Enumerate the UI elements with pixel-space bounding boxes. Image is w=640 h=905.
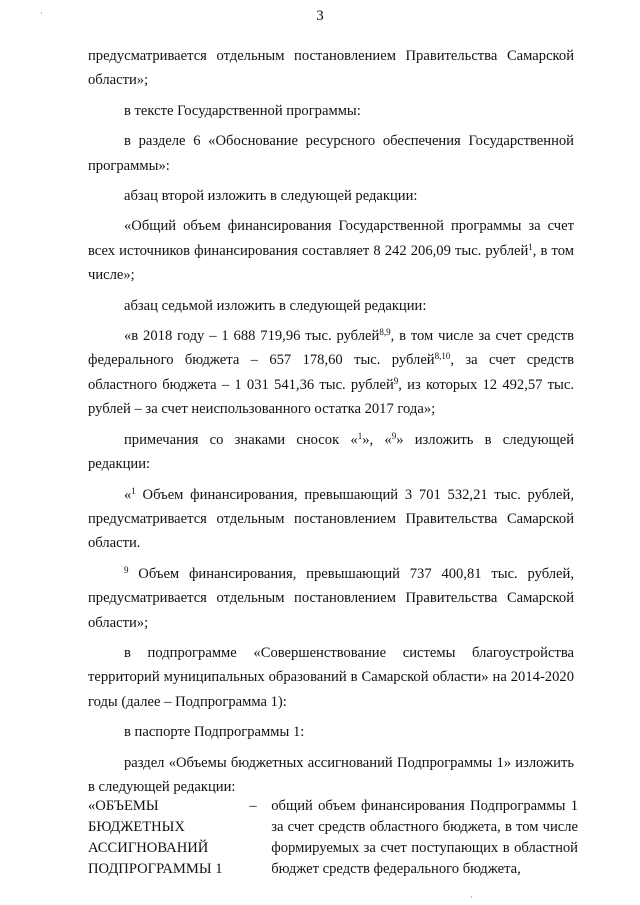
paragraph-text: в паспорте Подпрограммы 1:	[124, 724, 305, 741]
paragraph-text: «в 2018 году – 1 688 719,96 тыс. рублей	[124, 328, 380, 345]
budget-allocations-table	[88, 796, 578, 880]
table-dash: –	[249, 798, 257, 814]
scan-mark: ·	[470, 893, 473, 902]
footnote-mark: 8,9	[379, 327, 391, 338]
paragraph-text: Объем финансирования, превышающий 737 400,81 тыс. рублей, предусматривается отдельным постановлением Правительства Самарской области»;	[88, 565, 574, 631]
paragraph-text: Объем финансирования, превышающий 3 701 532,21 тыс. рублей, предусматривается отдельным постановлением Правительства Самарской области.	[88, 486, 574, 552]
paragraph-text: », «	[362, 431, 392, 448]
footnote-mark: 1	[357, 430, 363, 441]
paragraph-text: «	[124, 486, 132, 503]
paragraph	[88, 44, 574, 93]
paragraph-text: » изложить в следующей редакции:	[88, 431, 575, 473]
paragraph-text: абзац второй изложить в следующей редакции:	[124, 188, 418, 205]
paragraph	[88, 562, 574, 635]
table-right-cell: общий объем финансирования Подпрограммы 1 за счет средств областного бюджета, в том числе формируемых за счет поступающих в областной бюджет средств федерального бюджета,	[271, 798, 578, 877]
footnote-mark: 9	[391, 430, 397, 441]
paragraph-text: в разделе 6 «Обоснование ресурсного обеспечения Государственной программы»:	[88, 133, 574, 174]
paragraph	[88, 184, 574, 208]
footnote-mark: 8,10	[434, 351, 451, 362]
footnote-mark: 9	[124, 564, 129, 575]
paragraph-text: раздел «Объемы бюджетных ассигнований Подпрограммы 1» изложить в следующей редакции:	[88, 754, 574, 795]
paragraph-text: , за счет средств областного бюджета – 1 031 541,36 тыс. рублей	[88, 352, 574, 393]
paragraph	[88, 641, 574, 714]
table-left-cell: «ОБЪЕМЫ БЮДЖЕТНЫХ АССИГНОВАНИЙ ПОДПРОГРАММЫ 1	[88, 798, 223, 877]
document-body	[88, 44, 574, 805]
footnote-mark: 1	[528, 241, 533, 252]
page-number: 3	[316, 8, 324, 24]
paragraph	[88, 214, 574, 287]
paragraph	[88, 324, 574, 422]
paragraph-text: абзац седьмой изложить в следующей редакции:	[124, 297, 427, 314]
paragraph-text: , из которых 12 492,57 тыс. рублей – за счет неиспользованного остатка 2017 года»;	[88, 376, 574, 418]
paragraph-text: примечания со знаками сносок «	[124, 431, 358, 448]
footnote-mark: 9	[393, 375, 399, 386]
paragraph-text: , в том числе за счет средств федерального бюджета – 657 178,60 тыс. рублей	[88, 328, 574, 369]
paragraph-text: в подпрограмме «Совершенствование системы благоустройства территорий муниципальных образований в Самарской области» на 2014-2020 годы (далее – Подпрограмма 1):	[88, 644, 574, 710]
paragraph	[88, 99, 574, 123]
paragraph-text: «Общий объем финансирования Государственной программы за счет всех источников финансирования составляет 8 242 206,09 тыс. рублей	[88, 218, 574, 259]
paragraph-text: предусматривается отдельным постановлением Правительства Самарской области»;	[88, 48, 574, 89]
paragraph	[88, 720, 574, 744]
paragraph	[88, 751, 574, 800]
scan-mark: ·	[40, 9, 43, 18]
paragraph-text: , в том числе»;	[88, 242, 574, 284]
paragraph-text: в тексте Государственной программы:	[124, 102, 361, 119]
paragraph	[88, 129, 574, 178]
paragraph	[88, 294, 574, 318]
footnote-mark: 1	[131, 485, 136, 496]
paragraph	[88, 483, 574, 556]
paragraph	[88, 428, 574, 477]
